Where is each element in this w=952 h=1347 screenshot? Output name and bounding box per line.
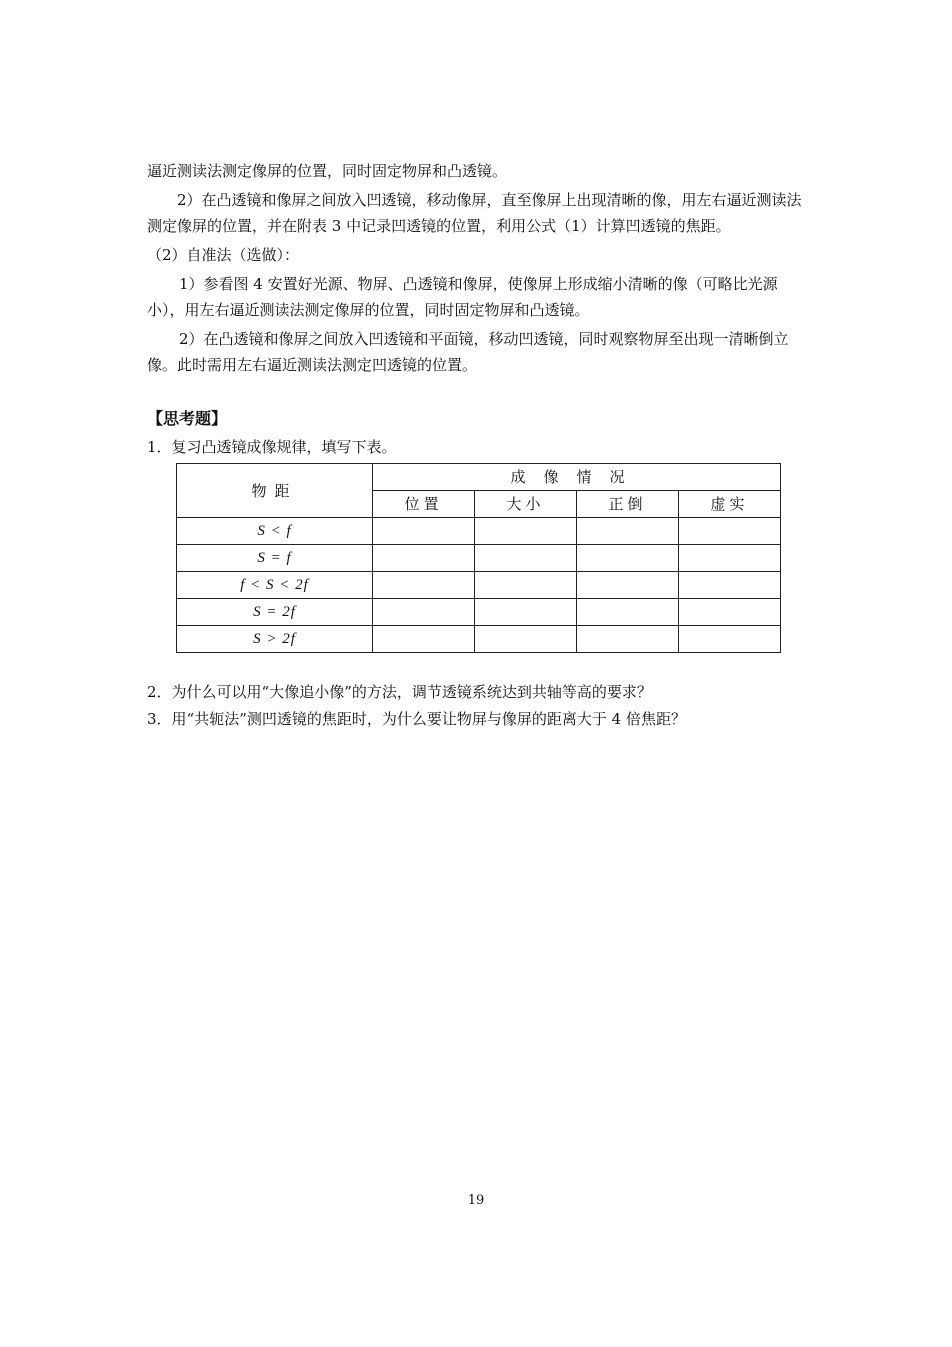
answer-cell[interactable]	[577, 626, 679, 653]
header-object-distance: 物距	[177, 464, 373, 518]
object-distance-cell: S = 2f	[177, 599, 373, 626]
object-distance-cell: f < S < 2f	[177, 572, 373, 599]
page-number: 19	[467, 1193, 485, 1208]
answer-cell[interactable]	[577, 545, 679, 572]
answer-cell[interactable]	[373, 572, 475, 599]
question-1: 1．复习凸透镜成像规律，填写下表。	[147, 438, 397, 456]
object-distance-cell: S = f	[177, 545, 373, 572]
paragraph-3: （2）自准法（选做）：	[147, 246, 300, 264]
answer-cell[interactable]	[475, 626, 577, 653]
answer-cell[interactable]	[475, 572, 577, 599]
answer-cell[interactable]	[475, 599, 577, 626]
answer-cell[interactable]	[475, 518, 577, 545]
table-row	[177, 518, 781, 545]
table-row	[177, 626, 781, 653]
answer-cell[interactable]	[373, 518, 475, 545]
answer-cell[interactable]	[577, 518, 679, 545]
answer-cell[interactable]	[679, 626, 781, 653]
answer-cell[interactable]	[679, 599, 781, 626]
header-real-virtual: 虚实	[679, 491, 781, 518]
answer-cell[interactable]	[373, 626, 475, 653]
table-header-row	[177, 464, 781, 491]
answer-cell[interactable]	[679, 545, 781, 572]
paragraph-1: 逼近测读法测定像屏的位置，同时固定物屏和凸透镜。	[147, 162, 508, 180]
section-heading: 【思考题】	[147, 409, 228, 428]
table-row	[177, 572, 781, 599]
answer-cell[interactable]	[475, 545, 577, 572]
header-orientation: 正倒	[577, 491, 679, 518]
answer-cell[interactable]	[679, 572, 781, 599]
answer-cell[interactable]	[577, 599, 679, 626]
header-image-properties: 成像情况	[373, 464, 781, 491]
document-page	[147, 158, 807, 733]
question-3: 3．用“共轭法”测凹透镜的焦距时，为什么要让物屏与像屏的距离大于 4 倍焦距？	[147, 710, 686, 728]
answer-cell[interactable]	[373, 599, 475, 626]
question-2: 2．为什么可以用“大像追小像”的方法，调节透镜系统达到共轴等高的要求？	[147, 683, 652, 701]
paragraph-2: 2）在凸透镜和像屏之间放入凹透镜，移动像屏，直至像屏上出现清晰的像，用左右逼近测读法测定像屏的位置，并在附表 3 中记录凹透镜的位置，利用公式（1）计算凹透镜的焦距。	[147, 191, 802, 235]
object-distance-cell: S > 2f	[177, 626, 373, 653]
answer-cell[interactable]	[679, 518, 781, 545]
header-position: 位置	[373, 491, 475, 518]
paragraph-4: 1）参看图 4 安置好光源、物屏、凸透镜和像屏，使像屏上形成缩小清晰的像（可略比光源小），用左右逼近测读法测定像屏的位置，同时固定物屏和凸透镜。	[147, 275, 778, 319]
table-row	[177, 599, 781, 626]
header-size: 大小	[475, 491, 577, 518]
answer-cell[interactable]	[577, 572, 679, 599]
table-row	[177, 545, 781, 572]
imaging-table	[176, 463, 781, 653]
object-distance-cell: S < f	[177, 518, 373, 545]
paragraph-5: 2）在凸透镜和像屏之间放入凹透镜和平面镜，移动凹透镜，同时观察物屏至出现一清晰倒立像。此时需用左右逼近测读法测定凹透镜的位置。	[147, 330, 789, 374]
answer-cell[interactable]	[373, 545, 475, 572]
